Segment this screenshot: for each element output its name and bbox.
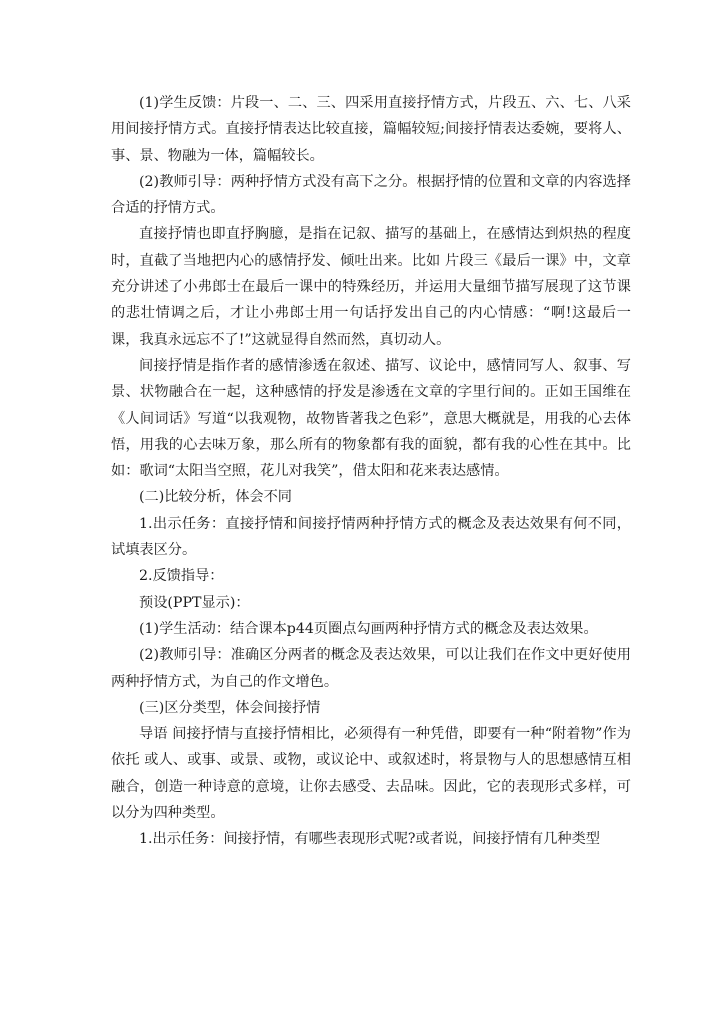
- paragraph-preset: 预设(PPT显示)：: [139, 594, 250, 611]
- section-heading-compare: (二)比较分析，体会不同: [139, 489, 292, 506]
- paragraph-student-activity: (1)学生活动：结合课本p44页圈点勾画两种抒情方式的概念及表达效果。: [139, 620, 598, 637]
- section-heading-types: (三)区分类型，体会间接抒情: [139, 699, 321, 716]
- paragraph-intro: 导语 间接抒情与直接抒情相比，必须得有一种凭借，即要有一种“附着物”作为依托 或人、或事、或景、或物，或议论中、或叙述时，将景物与人的思想感情互相融合，创造一种诗意的意境，让你去感受、去品味。因此，它的表现形式多样，可以分为四种类型。: [111, 726, 631, 822]
- document-page: [111, 90, 631, 853]
- paragraph-task-types: 1.出示任务：间接抒情，有哪些表现形式呢?或者说，间接抒情有几种类型: [139, 831, 600, 848]
- paragraph-student-feedback: (1)学生反馈：片段一、二、三、四采用直接抒情方式，片段五、六、七、八采用间接抒情方式。直接抒情表达比较直接，篇幅较短;间接抒情表达委婉，要将人、事、景、物融为一体，篇幅较长。: [111, 95, 631, 164]
- paragraph-feedback-guide: 2.反馈指导：: [139, 568, 224, 585]
- paragraph-indirect-lyric: 间接抒情是指作者的感情渗透在叙述、描写、议论中，感情同写人、叙事、写景、状物融合在一起，这种感情的抒发是渗透在文章的字里行间的。正如王国维在《人间词话》写道“以我观物，故物皆著我之色彩”，意思大概就是，用我的心去体悟，用我的心去味万象，那么所有的物象都有我的面貌，都有我的心性在其中。比如：歌词“太阳当空照，花儿对我笑”，借太阳和花来表达感情。: [111, 357, 631, 480]
- paragraph-task-1: 1.出示任务：直接抒情和间接抒情两种抒情方式的概念及表达效果有何不同，试填表区分。: [111, 515, 631, 559]
- paragraph-teacher-guide: (2)教师引导：两种抒情方式没有高下之分。根据抒情的位置和文章的内容选择合适的抒情方式。: [111, 173, 631, 217]
- paragraph-direct-lyric: 直接抒情也即直抒胸臆，是指在记叙、描写的基础上，在感情达到炽热的程度时，直截了当地把内心的感情抒发、倾吐出来。比如 片段三《最后一课》中，文章充分讲述了小弗郎士在最后一课中的特殊经历，并运用大量细节描写展现了这节课的悲壮情调之后，才让小弗郎士用一句话抒发出自己的内心情感：“啊!这最后一课，我真永远忘不了!”这就显得自然而然，真切动人。: [111, 226, 631, 348]
- paragraph-teacher-guide-2: (2)教师引导：准确区分两者的概念及表达效果，可以让我们在作文中更好使用两种抒情方式，为自己的作文增色。: [111, 647, 631, 690]
